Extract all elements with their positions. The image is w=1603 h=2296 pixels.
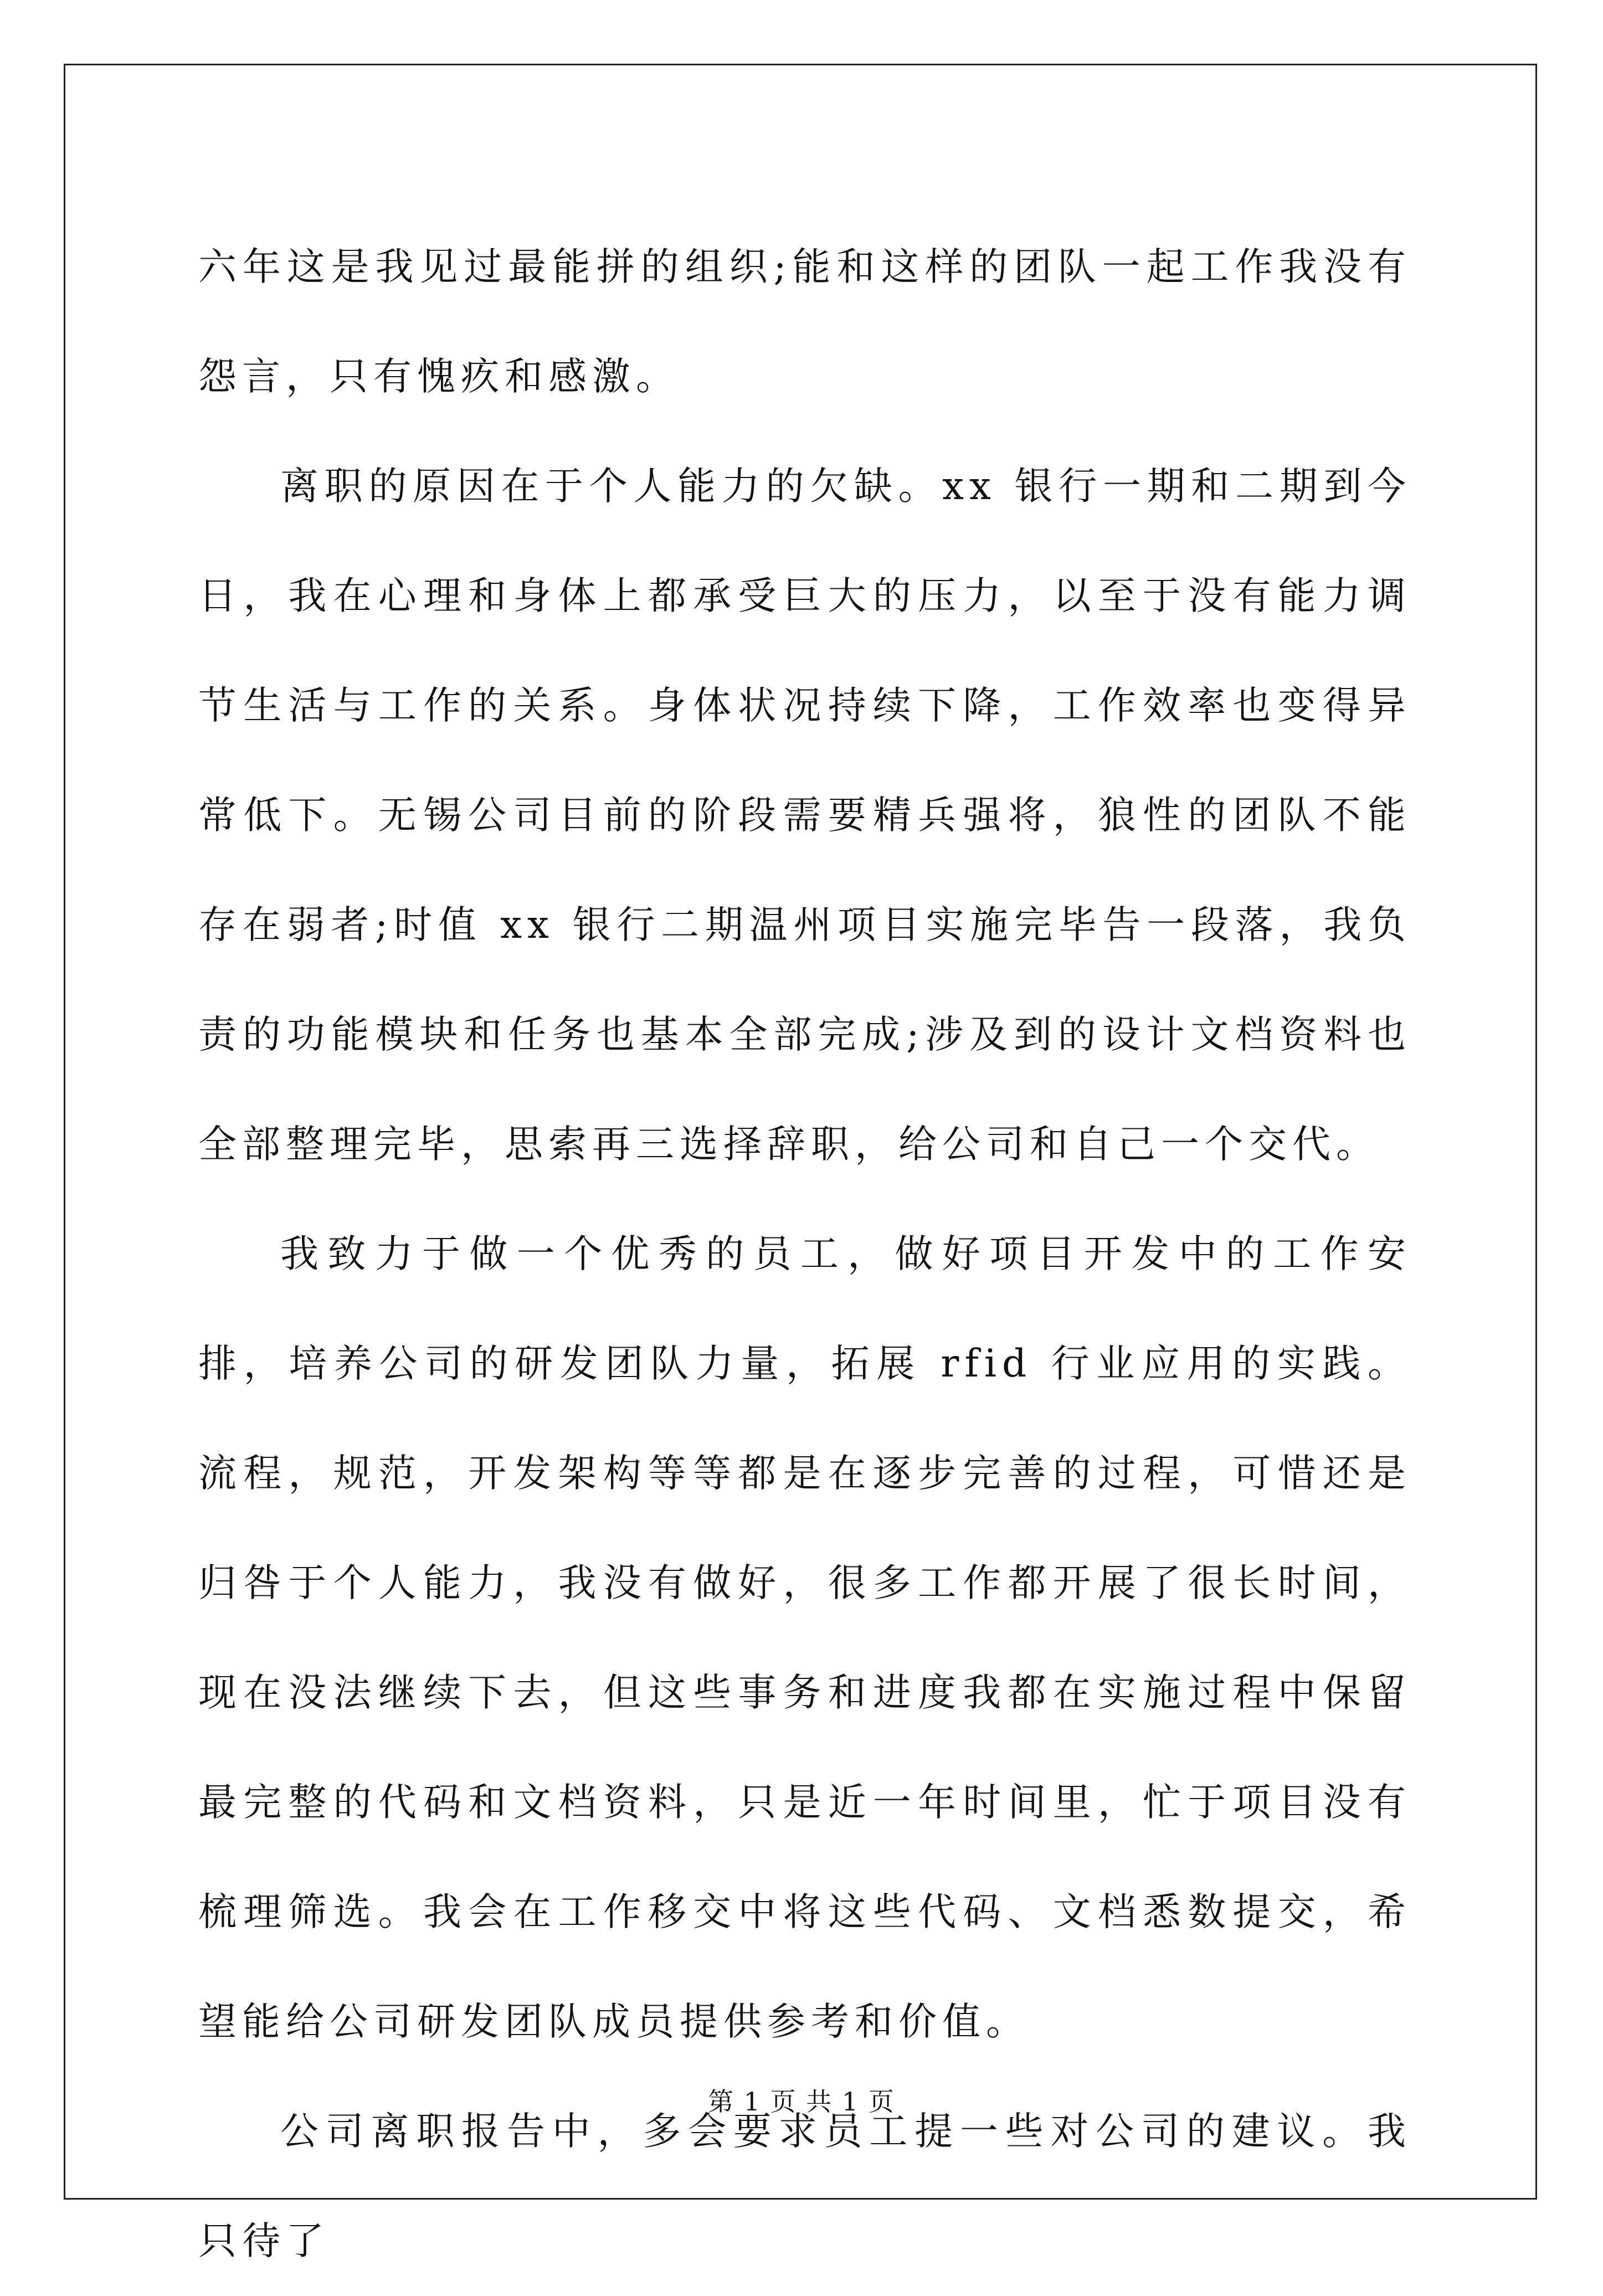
paragraph-2: 离职的原因在于个人能力的欠缺。xx 银行一期和二期到今日，我在心理和身体上都承受巨大的压力，以至于没有能力调节生活与工作的关系。身体状况持续下降，工作效率也变得异常低下。无锡公司目前的阶段需要精兵强将，狼性的团队不能存在弱者;时值 xx 银行二期温州项目实施完毕告一段落，我负责的功能模块和任务也基本全部完成;涉及到的设计文档资料也全部整理完毕，思索再三选择辞职，给公司和自己一个交代。 bbox=[198, 464, 1411, 1167]
paragraph-3: 我致力于做一个优秀的员工，做好项目开发中的工作安排，培养公司的研发团队力量，拓展 rfid 行业应用的实践。流程，规范，开发架构等等都是在逐步完善的过程，可惜还是归咎于个人能力，我没有做好，很多工作都开展了很长时间，现在没法继续下去，但这些事务和进度我都在实施过程中保留最完整的代码和文档资料，只是近一年时间里，忙于项目没有梳理筛选。我会在工作移交中将这些代码、文档悉数提交，希望能给公司研发团队成员提供参考和价值。 bbox=[198, 1232, 1411, 2044]
document-body bbox=[198, 212, 1411, 2296]
paragraph-1: 六年这是我见过最能拼的组织;能和这样的团队一起工作我没有怨言，只有愧疚和感激。 bbox=[198, 245, 1411, 399]
page-footer: 第 1 页 共 1 页 bbox=[708, 2087, 895, 2117]
paragraph-4: 公司离职报告中，多会要求员工提一些对公司的建议。我只待了 bbox=[198, 2109, 1411, 2263]
